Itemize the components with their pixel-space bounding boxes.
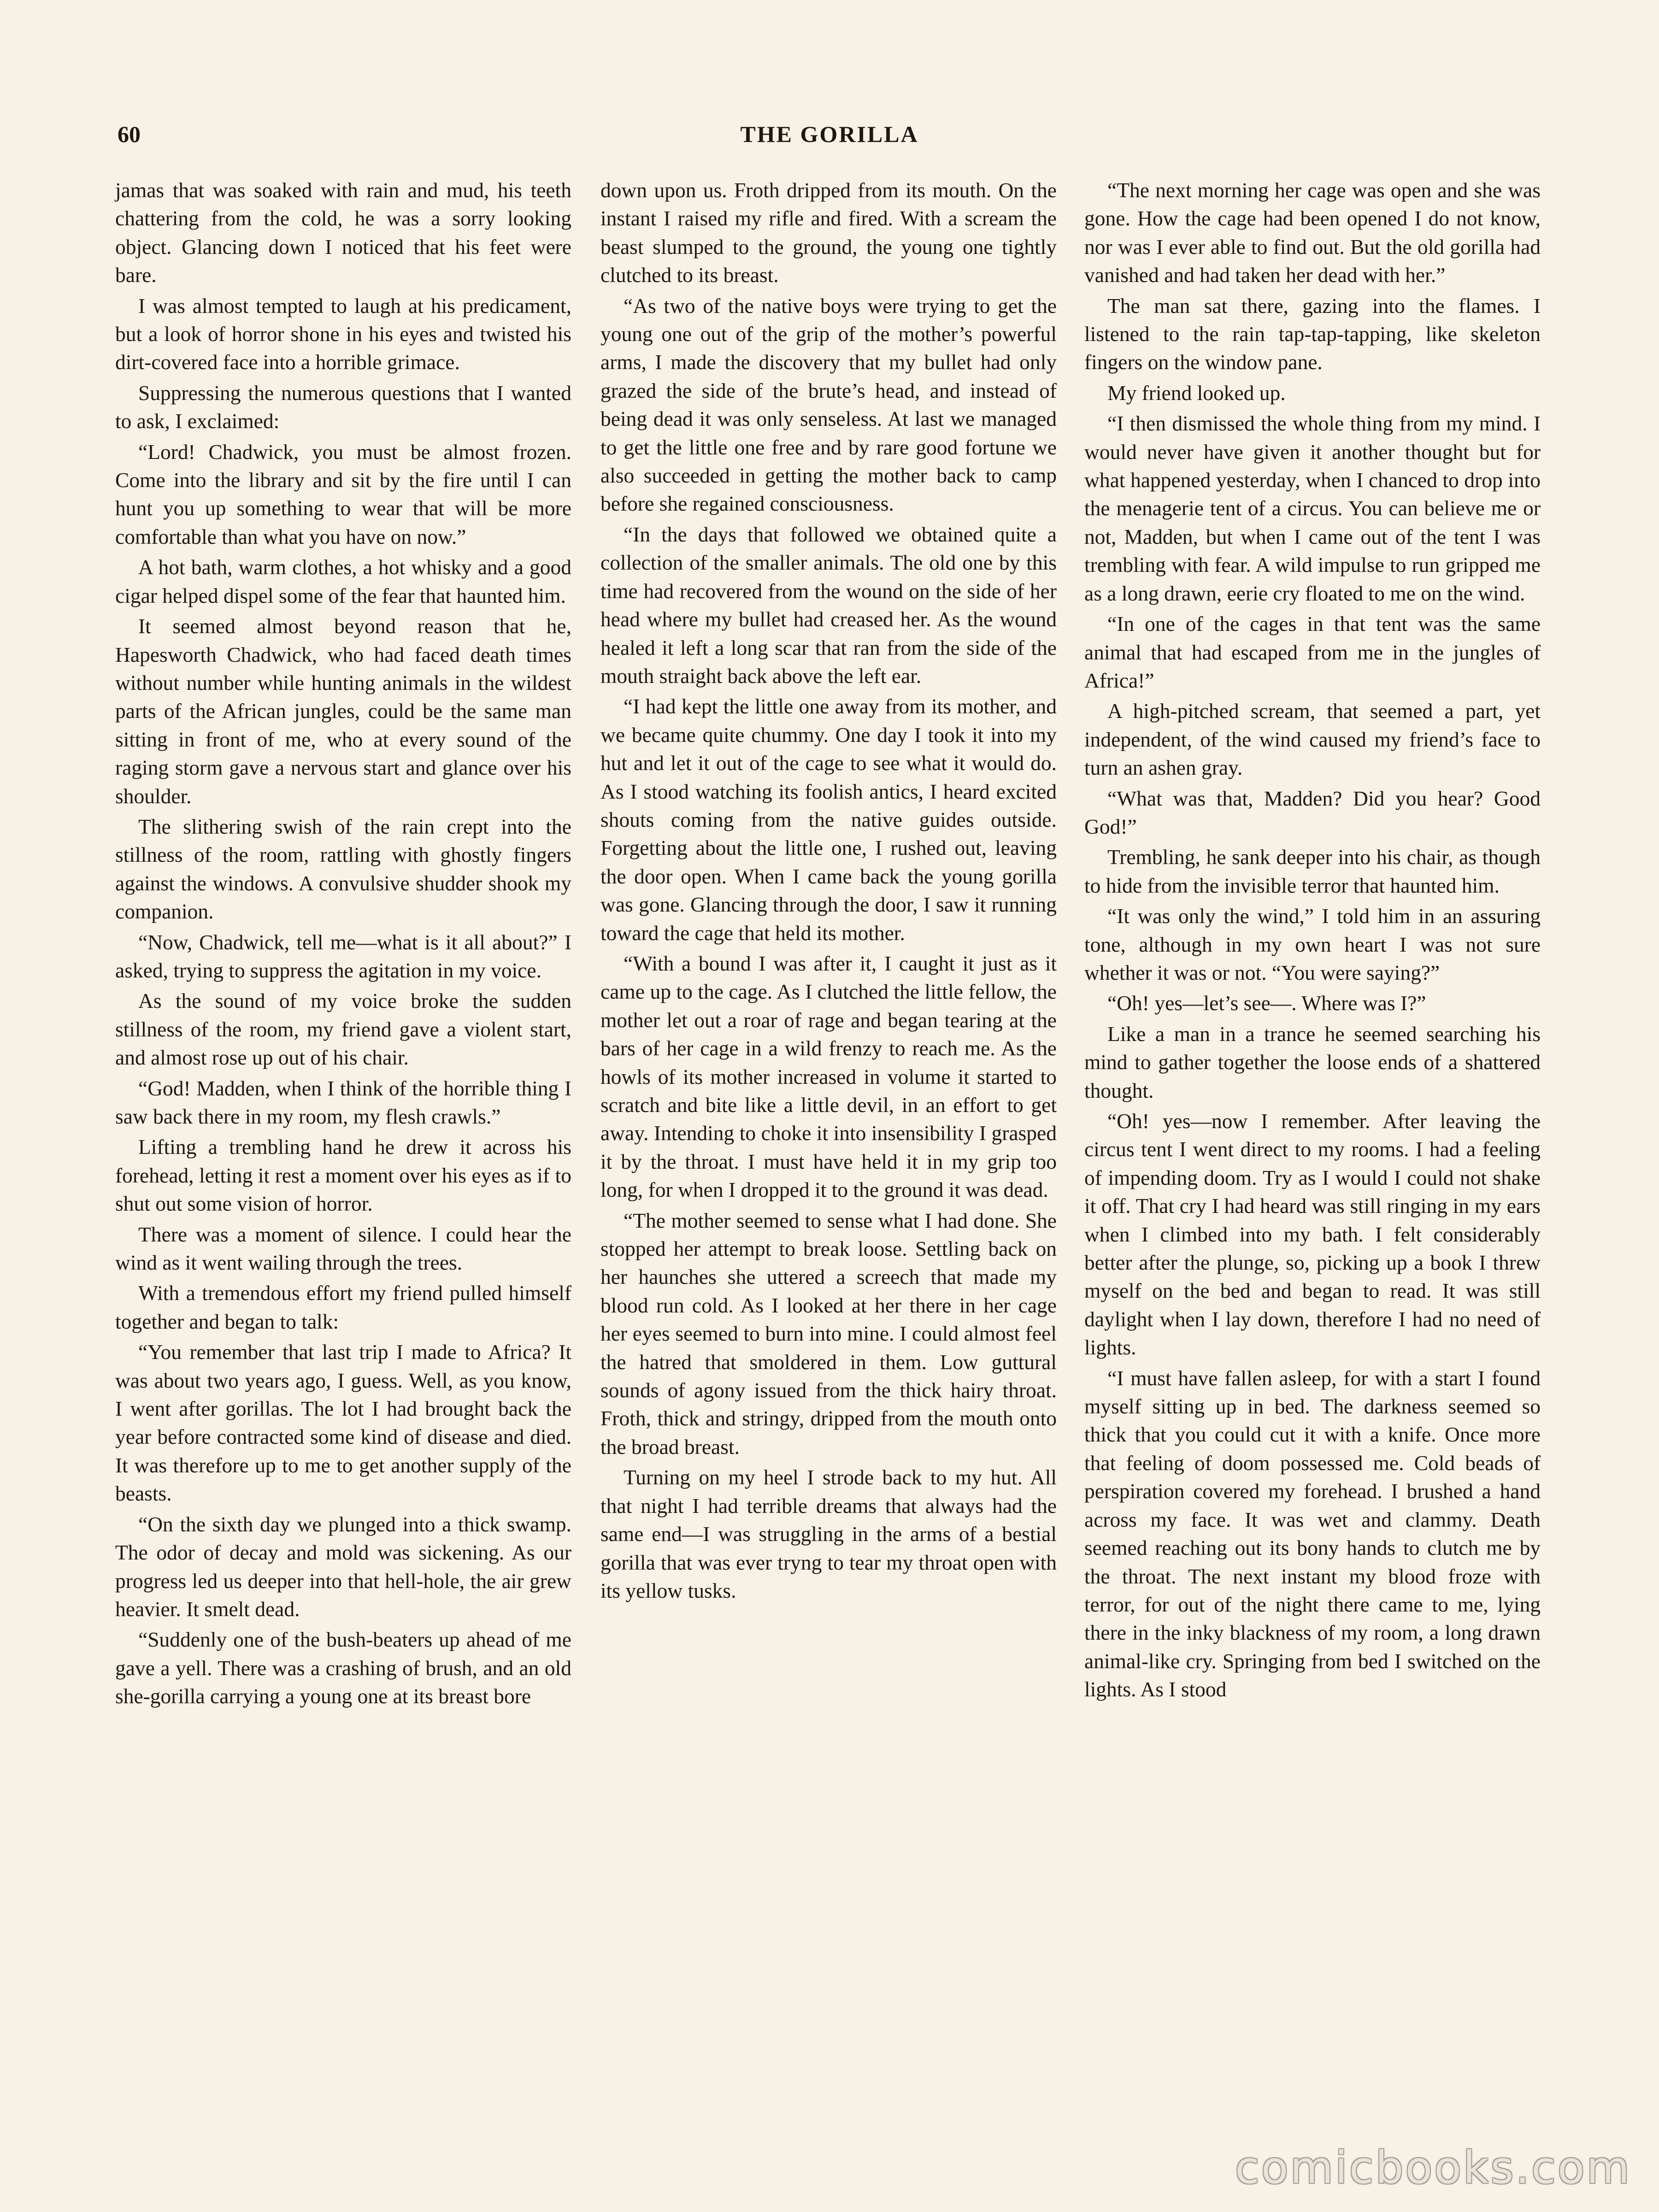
paragraph: “You remember that last trip I made to Africa? It was about two years ago, I guess. Well, as you know, I went after gorillas. The lot I had brought back the year before contracted some kind of disease and died. It was therefore up to me to get another supply of the beasts. (115, 1340, 571, 1506)
paragraph: “It was only the wind,” I told him in an assuring tone, although in my own heart I was not sure whether it was or not. “You were saying?” (1084, 904, 1541, 984)
paragraph: The man sat there, gazing into the flames. I listened to the rain tap-tap-tapping, like skeleton fingers on the window pane. (1084, 294, 1541, 374)
running-title: THE GORILLA (740, 121, 919, 147)
paragraph: Like a man in a trance he seemed searching his mind to gather together the loose ends of a shattered thought. (1084, 1022, 1541, 1102)
paragraph: jamas that was soaked with rain and mud, his teeth chattering from the cold, he was a sorry looking object. Glancing down I noticed that his feet were bare. (115, 178, 571, 287)
paragraph: It seemed almost beyond reason that he, Hapesworth Chadwick, who had faced death times without number while hunting animals in the wildest parts of the African jungles, could be the same man sitting in front of me, who at every sound of the raging storm gave a nervous start and glance over his shoulder. (115, 614, 571, 808)
paragraph: “Oh! yes—now I remember. After leaving the circus tent I went direct to my rooms. I had a feeling of impending doom. Try as I would I could not shake it off. That cry I had heard was still ringing in my ears when I climbed into my bath. I felt considerably better after the plunge, so, picking up a book I threw myself on the bed and began to read. It was still daylight when I lay down, therefore I had no need of lights. (1084, 1109, 1541, 1359)
paragraph: “Suddenly one of the bush-beaters up ahead of me gave a yell. There was a crashing of brush, and an old she-gorilla carrying a young one at its breast bore (115, 1628, 571, 1708)
paragraph: “I had kept the little one away from its mother, and we became quite chummy. One day I took it into my hut and let it out of the cage to see what it would do. As I stood watching its foolish antics, I heard excited shouts coming from the native guides outside. Forgetting about the little one, I rushed out, leaving the door open. When I came back the young gorilla was gone. Glancing through the door, I saw it running toward the cage that held its mother. (600, 694, 1057, 945)
paragraph: The slithering swish of the rain crept into the stillness of the room, rattling with ghostly fingers against the windows. A convulsive shudder shook my companion. (115, 814, 571, 924)
page-number: 60 (118, 121, 141, 147)
paragraph: “What was that, Madden? Did you hear? Good God!” (1084, 786, 1541, 838)
paragraph: “Lord! Chadwick, you must be almost frozen. Come into the library and sit by the fire until I can hunt you up something to wear that will be more comfortable than what you have on now.” (115, 440, 571, 548)
paragraph: “I must have fallen asleep, for with a start I found myself sitting up in bed. The darkness seemed so thick that you could cut it with a knife. Once more that feeling of doom possessed me. Cold beads of perspiration covered my forehead. I brushed a hand across my face. It was wet and clammy. Death seemed reaching out its bony hands to clutch me by the throat. The next instant my blood froze with terror, for out of the night there came to me, lying there in the inky blackness of my room, a long drawn animal-like cry. Springing from bed I switched on the lights. As I stood (1084, 1366, 1541, 1701)
paragraph: “In one of the cages in that tent was the same animal that had escaped from me in the jungles of Africa!” (1084, 612, 1541, 692)
paragraph: “Oh! yes—let’s see—. Where was I?” (1107, 991, 1426, 1015)
paragraph: down upon us. Froth dripped from its mouth. On the instant I raised my rifle and fired. With a scream the beast slumped to the ground, the young one tightly clutched to its breast. (600, 178, 1057, 287)
paragraph: “As two of the native boys were trying to get the young one out of the grip of the mother’s powerful arms, I made the discovery that my bullet had only grazed the side of the brute’s head, and instead of being dead it was only senseless. At last we managed to get the little one free and by rare good fortune we also succeeded in getting the mother back to camp before she regained consciousness. (600, 294, 1057, 516)
paragraph: A high-pitched scream, that seemed a part, yet independent, of the wind caused my friend’s face to turn an ashen gray. (1084, 699, 1541, 780)
text-column-2 (600, 176, 1057, 1607)
paragraph: Lifting a trembling hand he drew it across his forehead, letting it rest a moment over his eyes as if to shut out some vision of horror. (115, 1135, 571, 1216)
paragraph: Trembling, he sank deeper into his chair, as though to hide from the invisible terror that haunted him. (1084, 845, 1541, 897)
paragraph: There was a moment of silence. I could hear the wind as it went wailing through the trees. (115, 1222, 571, 1275)
paragraph: I was almost tempted to laugh at his predicament, but a look of horror shone in his eyes and twisted his dirt-covered face into a horrible grimace. (115, 294, 571, 374)
paragraph: Suppressing the numerous questions that I wanted to ask, I exclaimed: (115, 381, 571, 433)
paragraph: My friend looked up. (1107, 381, 1286, 405)
paragraph: “God! Madden, when I think of the horrible thing I saw back there in my room, my flesh crawls.” (115, 1076, 571, 1128)
paragraph: “On the sixth day we plunged into a thick swamp. The odor of decay and mold was sickening. As our progress led us deeper into that hell-hole, the air grew heavier. It smelt dead. (115, 1512, 571, 1621)
paragraph: Turning on my heel I strode back to my hut. All that night I had terrible dreams that always had the same end—I was struggling in the arms of a bestial gorilla that was ever tryng to tear my throat open with its yellow tusks. (600, 1465, 1057, 1602)
paragraph: “The mother seemed to sense what I had done. She stopped her attempt to break loose. Settling back on her haunches she uttered a screech that made my blood run cold. As I looked at her there in her cage her eyes seemed to burn into mine. I could almost feel the hatred that smoldered in them. Low guttural sounds of agony issued from the thick hairy throat. Froth, thick and stringy, dripped from the mouth onto the broad breast. (600, 1208, 1057, 1459)
paragraph: “The next morning her cage was open and she was gone. How the cage had been opened I do not know, nor was I ever able to find out. But the old gorilla had vanished and had taken her dead with her.” (1084, 178, 1541, 287)
paragraph: “In the days that followed we obtained quite a collection of the smaller animals. The old one by this time had recovered from the wound on the side of her head where my bullet had creased her. As the wound healed it left a long scar that ran from the side of the mouth straight back above the left ear. (600, 522, 1057, 688)
text-column-3 (1084, 176, 1541, 1706)
paragraph: With a tremendous effort my friend pulled himself together and began to talk: (115, 1281, 571, 1333)
paragraph: “Now, Chadwick, tell me—what is it all about?” I asked, trying to suppress the agitation in my voice. (115, 930, 571, 982)
paragraph: A hot bath, warm clothes, a hot whisky and a good cigar helped dispel some of the fear that haunted him. (115, 555, 571, 607)
paragraph: “With a bound I was after it, I caught it just as it came up to the cage. As I clutched the little fellow, the mother let out a roar of rage and began tearing at the bars of her cage in a wild frenzy to reach me. As the howls of its mother increased in volume it started to scratch and bite like a little devil, in an effort to get away. Intending to choke it into insensibility I grasped it by the throat. I must have held it in my grip too long, for when I dropped it to the ground it was dead. (600, 951, 1057, 1202)
watermark: comicbooks.com (1235, 2142, 1631, 2194)
text-column-1 (115, 176, 571, 1713)
paragraph: “I then dismissed the whole thing from my mind. I would never have given it another thought but for what happened yesterday, when I chanced to drop into the menagerie tent of a circus. You can believe me or not, Madden, but when I came out of the tent I was trembling with fear. A wild impulse to run gripped me as a long drawn, eerie cry floated to me on the wind. (1084, 412, 1541, 605)
paragraph: As the sound of my voice broke the sudden stillness of the room, my friend gave a violent start, and almost rose up out of his chair. (115, 989, 571, 1070)
